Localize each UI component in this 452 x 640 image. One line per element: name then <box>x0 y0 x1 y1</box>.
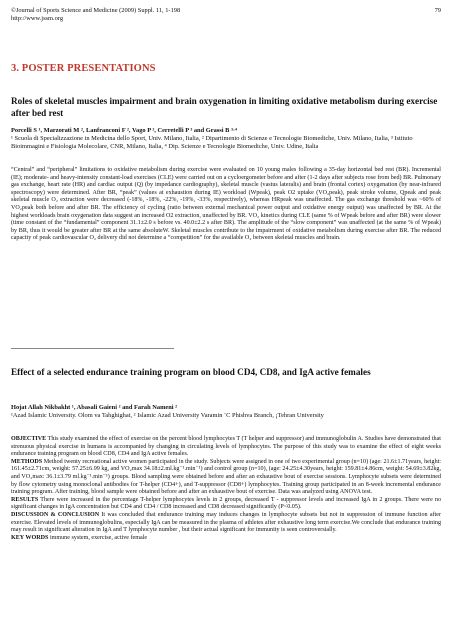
results-paragraph <box>11 497 441 512</box>
article1-abstract <box>11 167 441 243</box>
article1-body: “Central” and “peripheral” limitations to oxidative metabolism during exercise were evaluated on 10 young males following a 35-day horizontal bed rest (BR). Incremental (IE); moderate- and heavy-intensity constant-load exercises (CLE) were carried out on a cycloergometer before and after (1-2 days after subjects rose from bed) BR. Pulmonary gas exchange, heart rate (HR) and cardiac output (Q) (by impedance cardiography), skeletal muscle (vastus lateralis) and brain (frontal cortex) oxygenation (by near-infrared spectroscopy) were determined. After BR, “peak” (values at exhaustion during IE) workload (Wpeak), peak O2 uptake (VO₂peak), peak stroke volume, Qpeak and peak skeletal muscle O₂ extraction were decreased (-18%, -18%, -22%, -19%, -33%, respectively), whereas HRpeak was unaffected. The gas exchange threshold was ~60% of VO₂peak both before and after BR. The efficiency of cycling (ratio between external mechanical power output and oxidative energy output) was unaffected by BR. At the highest workloads brain oxygenation data suggest an increased O2 extraction, unaffected by BR. VO₂ kinetics during CLE (same % of Wpeak before and after BR) were slower (time constant of the “fundamental” component 31.1±2.0 s before vs. 40.0±2.2 s after BR). The amplitude of the “slow component” was unaffected (at the same % of Wpeak) by BR, thus it would be greater after BR at the same absoluteW. Skeletal muscles contribute to the impairment of oxidative metabolism during exercise after BR. The reduced capacity of peak cardiovascular O₂ delivery did not determine a “competition” for the available O₂ between skeletal muscles and brain. <box>11 167 441 242</box>
methods-label: METHODS <box>11 458 43 465</box>
article1-title: Roles of skeletal muscles impairment and brain oxygenation in limiting oxidative metabolism during exercise after bed rest <box>11 96 438 118</box>
methods-paragraph <box>11 459 441 497</box>
results-text: There were increased in the percentage T-helper lymphocytes levels in 2 groups, decreased T - suppressor levels and increased IgA in 2 groups. There were no significant changes in IgA concentration but CD4 and CD4 / CD8 increased and CD8 decreased significantly (P<0.05). <box>11 496 441 511</box>
discussion-text: It was concluded that endurance training may induces changes in lymphocyte subsets but not in suppression of immune function after exercise. Elevated levels of immunoglobulins, especially IgA can be measured in the plasma of athletes after exhaustive long term exercise.We conclude that endurance training may result in significant alteration in IgA and T lymphocyte number , but their actual significant for immunity is seen controversially. <box>11 511 441 534</box>
article1-authors: Porcelli S ¹, Marzorati M ², Lanfranconi F ², Vago P ², Cerretelli P ³ and Grassi B ³·⁴ <box>11 127 237 134</box>
discussion-paragraph <box>11 512 441 535</box>
methods-text: Method twenty recreational active women participated in the study. Subjects were assigned in one of two experimental group (n=10) (age: 21.6±1.71years, height: 161.45±2.71cm, weight: 57.25±6.99 kg, and VO₂max 34.18±2.ml.kg⁻¹.min⁻¹) and control group (n=10), (age: 24.25±4.30years, height: 159.81±4.86cm, weight: 54.69±3.82kg, and VO₂max: 36.1±3.79 ml.kg⁻¹.min⁻¹) groups. Blood sampling were obtained before and after an exhaustive bout of exercise sessions. Lymphocyte subsets were determined by flow cytometry using monoclonal antibodies for T-helper (CD4+), and T-suppressor (CD8+) lymphocytes. Training group participated in an 8-week incremental endurance training program. After training, blood sample were obtained before and after an exhaustive bout of exercise. Data was analyzed using ANOVA test. <box>11 458 441 496</box>
journal-citation: ©Journal of Sports Science and Medicine (2009) Suppl. 11, 1-198 <box>11 7 181 14</box>
article2-affiliations: ¹Azad Islamic University. Olom va Tahghighat, ² Islamic Azad University Varamin ¨C Phishva Branch, ¡Tehran University <box>11 412 324 420</box>
article2-title: Effect of a selected endurance training program on blood CD4, CD8, and IgA active females <box>11 367 371 377</box>
article-divider <box>11 348 174 349</box>
keywords-label: KEY WORDS <box>11 534 49 541</box>
page-number: 79 <box>434 7 441 14</box>
article1-affiliations: ¹ Scuola di Specializzazione in Medicina dello Sport, Univ. Milano, Italia, ² Dipartimento di Scienze e Tecnologie Biomediche, Univ. Milano, Italia, ³ Istituto Bioimmagini e Fisiologia Molecolare, CNR, Milano, Italia, ⁴ Dip. Scienze e Tecnologie Biomediche, Univ. Udine, Italia <box>11 135 413 151</box>
journal-url[interactable]: http://www.jssm.org <box>11 15 64 22</box>
article2-authors-block <box>11 404 441 420</box>
keywords-paragraph <box>11 535 441 543</box>
objective-label: OBJECTIVE <box>11 436 47 442</box>
article2-abstract <box>11 436 441 542</box>
results-label: RESULTS <box>11 496 39 503</box>
keywords-text: immune system, exercise, active female <box>48 534 148 541</box>
article2-authors: Hojat Allah Nikbakht ¹, Abasali Gaieni ² and Farah Nameni ² <box>11 404 178 411</box>
discussion-label: DISCUSSION & CONCLUSION <box>11 511 100 518</box>
objective-text: This study examined the effect of exercise on the percent blood lymphocytes T (T helper and suppressor) and immunoglobulin A. Studies have demonstrated that strenuous physical exercise in humans is accompanied by changing in circulating levels of lymphocytes. The purpose of this study was to examine the effect of eight weeks endurance training program on blood CD8, CD4 and IgA active females. <box>11 436 441 458</box>
section-heading: 3. POSTER PRESENTATIONS <box>11 63 156 74</box>
running-header <box>11 7 441 23</box>
objective-paragraph <box>11 436 441 459</box>
article1-authors-block <box>11 127 441 151</box>
